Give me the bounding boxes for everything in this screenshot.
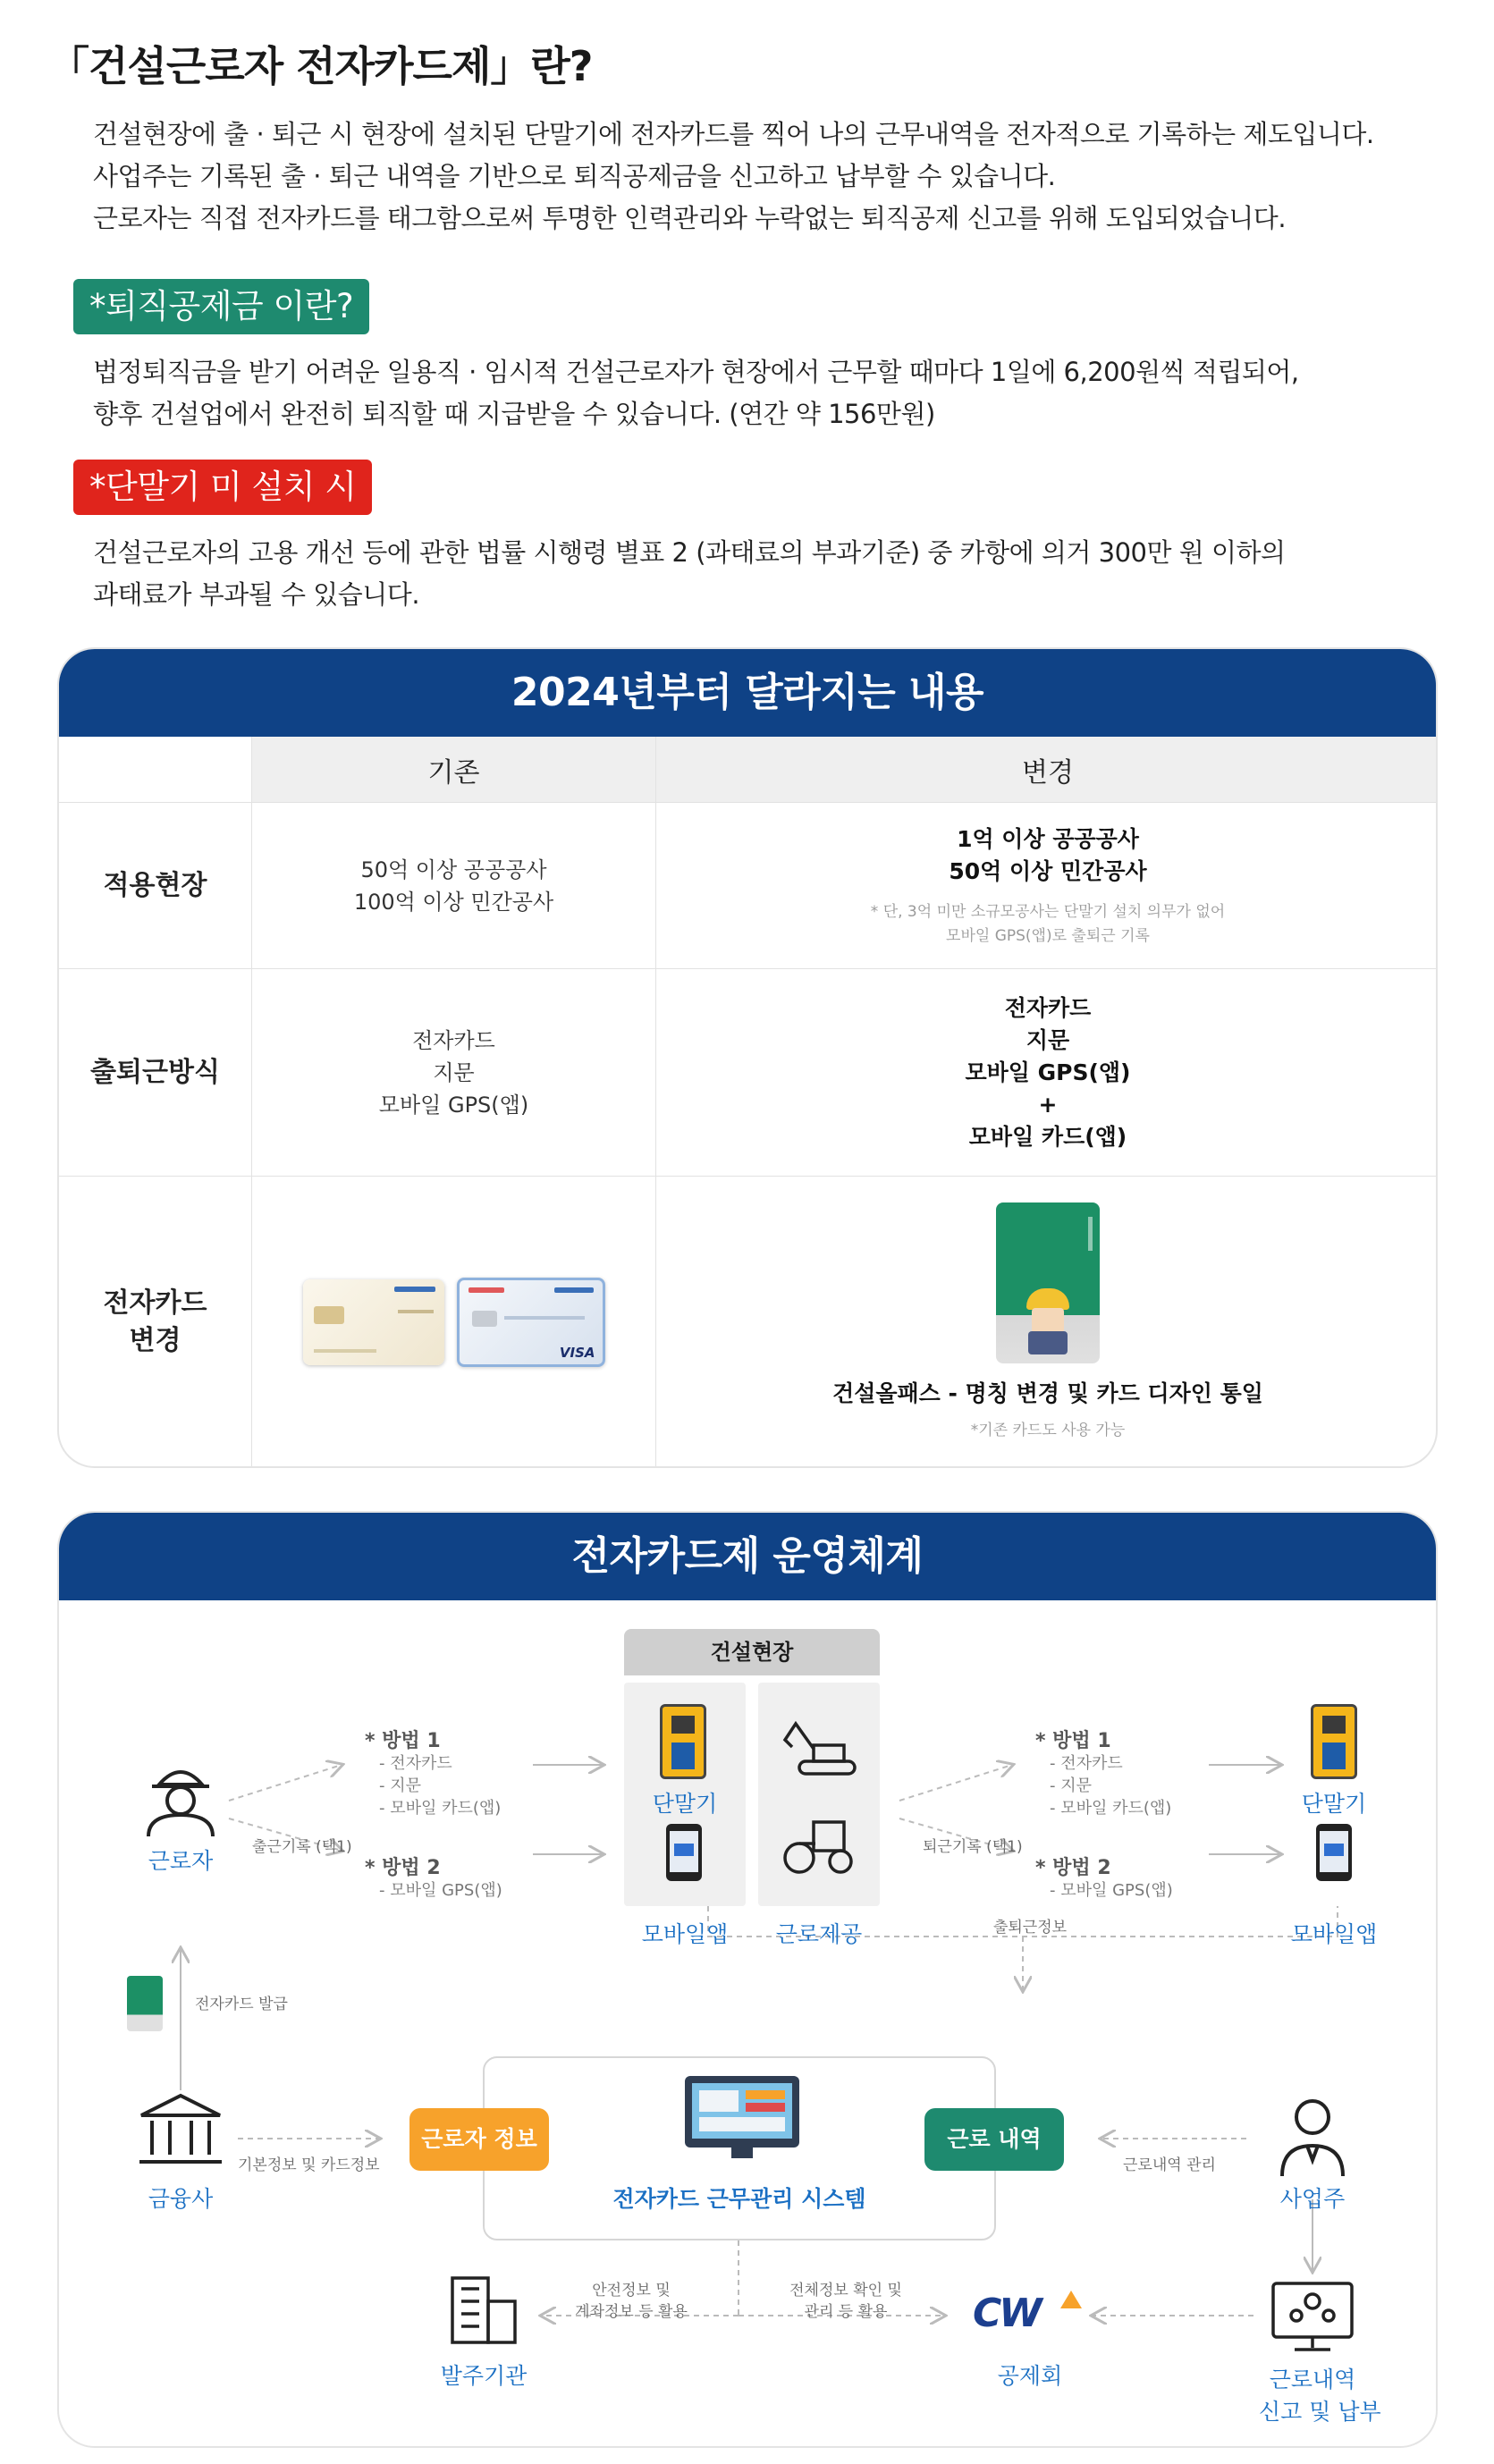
before-value: 모바일 GPS(앱)	[378, 1092, 529, 1118]
out-record-label: 퇴근기록 (택1)	[923, 1838, 1023, 1856]
method1-item: - 전자카드	[1050, 1754, 1123, 1773]
method1-item: - 지문	[1050, 1776, 1092, 1795]
new-card-image	[996, 1202, 1100, 1363]
before-value: 지문	[433, 1059, 475, 1085]
after-value: 지문	[1026, 1026, 1070, 1053]
work-history-pill: 근로 내역	[924, 2108, 1064, 2171]
method2-item: - 모바일 GPS(앱)	[1050, 1881, 1173, 1900]
new-card-caption: 건설올패스 - 명칭 변경 및 카드 디자인 통일	[832, 1380, 1263, 1406]
intro-line-2: 사업주는 기록된 출 · 퇴근 내역을 기반으로 퇴직공제금을 신고하고 납부할 수 있습니다.	[93, 161, 1056, 191]
after-value: 전자카드	[1004, 994, 1092, 1021]
green-card-icon	[127, 1976, 163, 2031]
method1-item: - 모바일 카드(앱)	[1050, 1799, 1172, 1818]
changes-panel	[57, 647, 1438, 1468]
method2-item: - 모바일 GPS(앱)	[379, 1881, 502, 1900]
association-label: 공제회	[997, 2363, 1063, 2389]
bank-icon	[134, 2090, 227, 2171]
terminal-badge: *단말기 미 설치 시	[73, 460, 372, 515]
ordering-label: 발주기관	[440, 2363, 528, 2389]
mobile-app-icon	[666, 1824, 702, 1881]
report-label: 근로내역 신고 및 납부	[1259, 2367, 1381, 2425]
excavator-icon	[780, 1711, 860, 1779]
employer-label: 사업주	[1279, 2186, 1346, 2212]
row-label-card: 변경	[129, 1325, 181, 1356]
changes-heading: 2024년부터 달라지는 내용	[59, 649, 1436, 737]
diagram-connectors	[59, 1600, 1436, 2448]
old-card-image-2	[457, 1278, 605, 1367]
method1-label-right: * 방법 1	[1035, 1730, 1111, 1752]
table-row	[59, 803, 1436, 969]
terminal-text-1: 건설근로자의 고용 개선 등에 관한 법률 시행령 별표 2 (과태료의 부과기준) 중 카항에 의거 300만 원 이하의	[93, 537, 1286, 568]
report-monitor-icon	[1270, 2280, 1355, 2355]
after-value: 1억 이상 공공공사	[957, 825, 1139, 852]
method1-item: - 전자카드	[379, 1754, 452, 1773]
terminal-text-2: 과태료가 부과될 수 있습니다.	[93, 579, 420, 610]
card-issue-label: 전자카드 발급	[195, 1996, 288, 2013]
mobile-app-icon-right	[1316, 1824, 1352, 1881]
work-provide-label: 근로제공	[775, 1921, 863, 1947]
method1-item: - 모바일 카드(앱)	[379, 1799, 502, 1818]
system-heading: 전자카드제 운영체계	[59, 1513, 1436, 1600]
overall-info-label: 전체정보 확인 및 관리 등 활용	[789, 2282, 902, 2321]
before-value: 전자카드	[412, 1027, 495, 1053]
before-value: 50억 이상 공공공사	[360, 856, 547, 882]
worker-label: 근로자	[148, 1848, 214, 1874]
method1-item: - 지문	[379, 1776, 421, 1795]
site-note: 모바일 GPS(앱)로 출퇴근 기록	[946, 926, 1150, 945]
in-record-label: 출근기록 (택1)	[252, 1838, 352, 1856]
method1-label: * 방법 1	[365, 1730, 441, 1752]
retirement-text-1: 법정퇴직금을 받기 어려운 일용직 · 임시적 건설근로자가 현장에서 근무할 때마다 1일에 6,200원씩 적립되어,	[93, 357, 1299, 387]
visa-logo: VISA	[559, 1345, 595, 1361]
worker-info-pill: 근로자 정보	[409, 2108, 549, 2171]
system-label: 전자카드 근무관리 시스템	[612, 2186, 866, 2212]
col-before: 기존	[427, 756, 480, 789]
table-row	[59, 969, 1436, 1177]
before-value: 100억 이상 민간공사	[353, 889, 554, 915]
cw-logo-accent	[1060, 2291, 1082, 2308]
table-row	[59, 1177, 1436, 1468]
employer-icon	[1266, 2090, 1359, 2180]
new-card-note: *기존 카드도 사용 가능	[970, 1421, 1126, 1439]
row-label-site: 적용현장	[103, 869, 207, 901]
table-header-row	[59, 737, 1436, 803]
terminal-label: 단말기	[652, 1791, 718, 1817]
bank-label: 금융사	[148, 2186, 214, 2212]
method2-label-right: * 방법 2	[1035, 1857, 1111, 1879]
terminal-label-right: 단말기	[1301, 1791, 1367, 1817]
terminal-icon	[660, 1704, 706, 1779]
mobile-app-label: 모바일앱	[641, 1921, 729, 1947]
page-title: 「건설근로자 전자카드제」란?	[48, 42, 593, 90]
history-mgmt-label: 근로내역 관리	[1123, 2156, 1216, 2174]
terminal-icon-right	[1311, 1704, 1357, 1779]
basic-info-label: 기본정보 및 카드정보	[238, 2156, 380, 2174]
commute-info-label: 출퇴근정보	[992, 1919, 1068, 1937]
safety-info-label: 안전정보 및 계좌정보 등 활용	[575, 2282, 688, 2321]
retirement-badge: *퇴직공제금 이란?	[73, 279, 369, 334]
system-panel	[57, 1511, 1438, 2448]
site-title: 건설현장	[624, 1629, 880, 1675]
mobile-app-label-right: 모바일앱	[1290, 1921, 1378, 1947]
after-value: 모바일 GPS(앱)	[965, 1059, 1131, 1085]
site-note: * 단, 3억 미만 소규모공사는 단말기 설치 의무가 없어	[870, 902, 1226, 921]
old-card-image-1	[303, 1279, 444, 1365]
building-icon	[447, 2274, 520, 2346]
col-after: 변경	[1022, 756, 1074, 789]
row-label-method: 출퇴근방식	[90, 1056, 220, 1088]
retirement-text-2: 향후 건설업에서 완전히 퇴직할 때 지급받을 수 있습니다. (연간 약 156만원)	[93, 399, 935, 429]
worker-icon	[134, 1758, 227, 1838]
roller-icon	[780, 1808, 860, 1878]
after-value: 50억 이상 민간공사	[949, 857, 1147, 884]
after-value: +	[1038, 1091, 1058, 1118]
method2-label: * 방법 2	[365, 1857, 441, 1879]
after-value: 모바일 카드(앱)	[968, 1123, 1127, 1150]
intro-line-3: 근로자는 직접 전자카드를 태그함으로써 투명한 인력관리와 누락없는 퇴직공제 신고를 위해 도입되었습니다.	[93, 203, 1287, 233]
cw-logo: CW	[973, 2291, 1040, 2336]
system-monitor-icon	[681, 2072, 803, 2162]
row-label-card: 전자카드	[103, 1287, 207, 1319]
intro-line-1: 건설현장에 출 · 퇴근 시 현장에 설치된 단말기에 전자카드를 찍어 나의 근무내역을 전자적으로 기록하는 제도입니다.	[93, 119, 1374, 149]
